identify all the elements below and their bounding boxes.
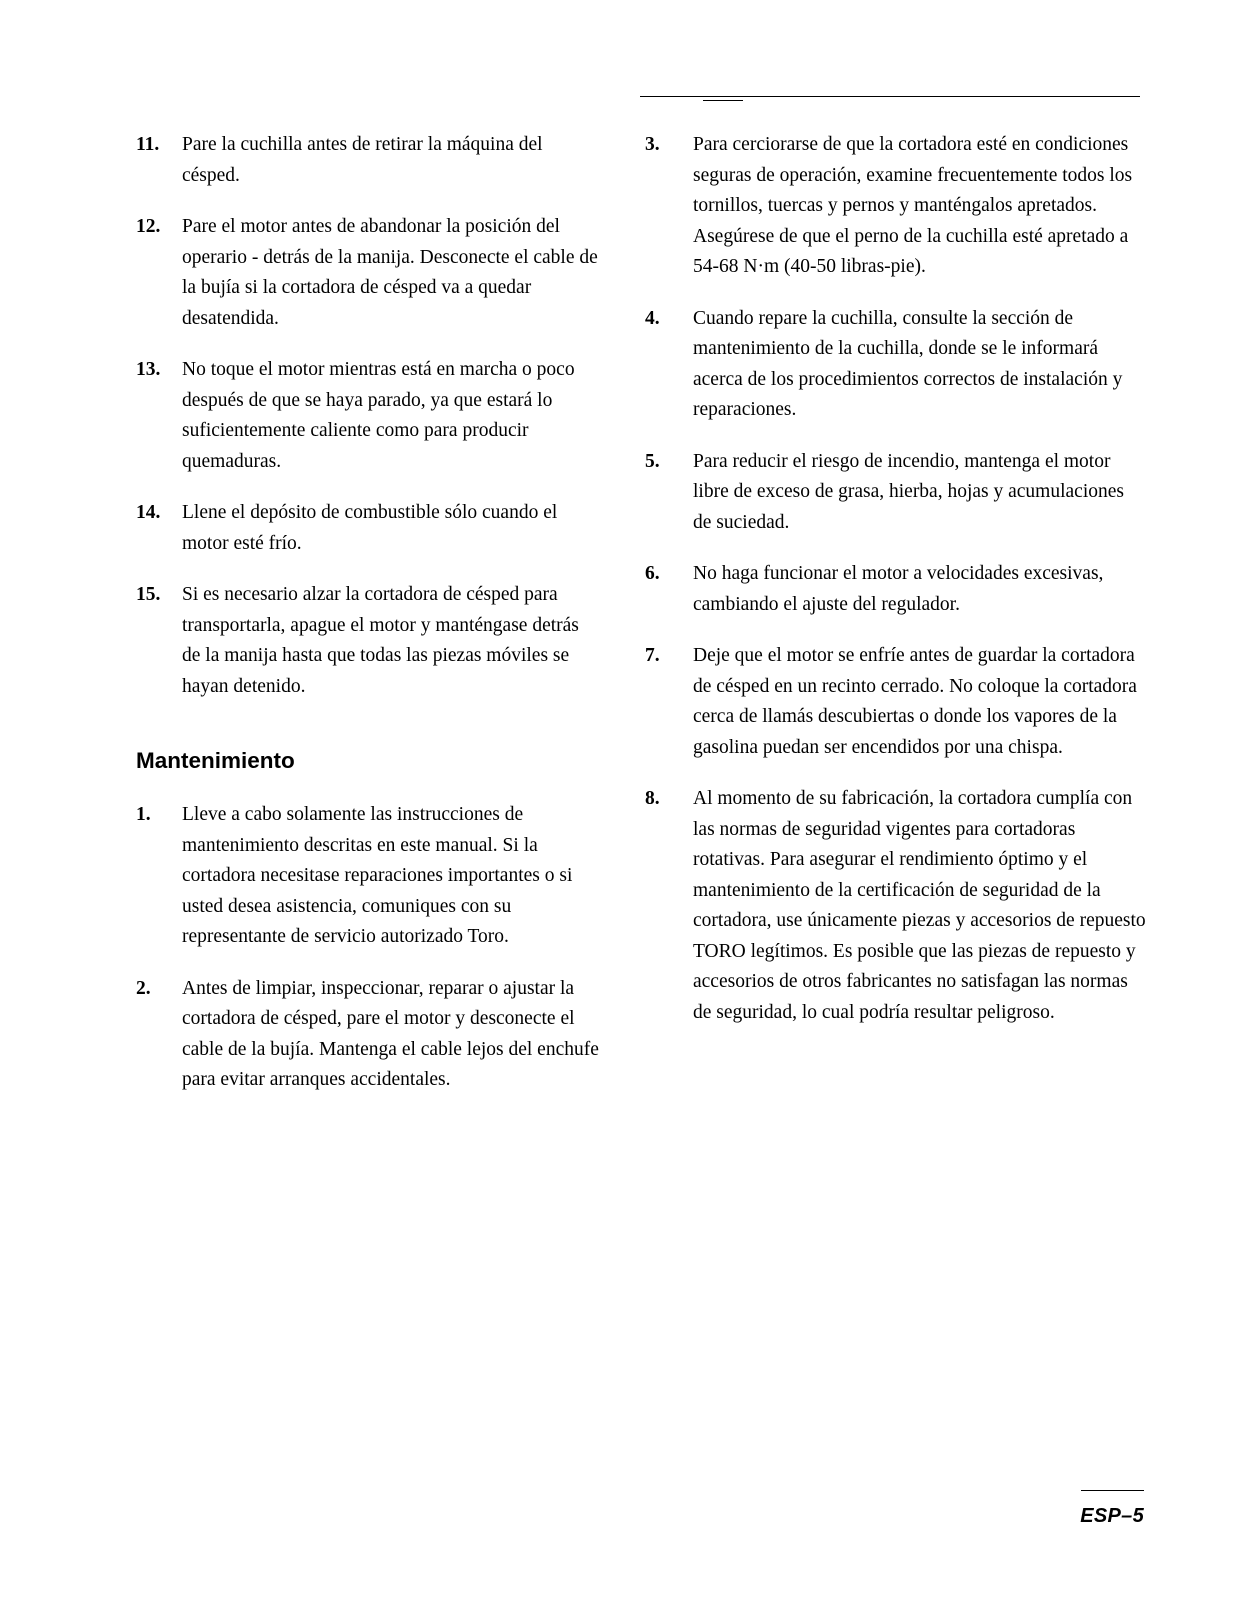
list-item-number: 15. — [136, 584, 161, 605]
right-column — [620, 130, 1237, 1049]
list-item-text: Pare la cuchilla antes de retirar la máquina del césped. — [182, 134, 543, 186]
list-item-number: 4. — [645, 307, 660, 329]
list-item — [136, 355, 600, 477]
list-item-text: Pare el motor antes de abandonar la posición del operario - detrás de la manija. Desconecte el cable de la bujía si la cortadora de césped va a quedar desatendida. — [182, 216, 598, 329]
list-item-text: Para reducir el riesgo de incendio, mantenga el motor libre de exceso de grasa, hierba, hojas y acumulaciones de suciedad. — [693, 450, 1124, 533]
list-item — [645, 641, 1147, 763]
list-item — [136, 130, 600, 191]
list-item-number: 7. — [645, 645, 660, 666]
header-divider — [640, 96, 1140, 97]
list-item-number: 8. — [645, 788, 660, 809]
list-item-number: 14. — [136, 502, 161, 523]
list-item-number: 13. — [136, 359, 161, 380]
list-item-text: Cuando repare la cuchilla, consulte la sección de mantenimiento de la cuchilla, donde se le informará acerca de los procedimientos correctos de instalación y reparaciones. — [693, 307, 1123, 420]
list-item-number: 6. — [645, 563, 660, 584]
list-item — [136, 580, 600, 702]
list-item-number: 12. — [136, 216, 161, 237]
header-divider-tick — [703, 100, 743, 101]
list-item — [645, 784, 1147, 1028]
list-item — [645, 304, 1147, 426]
list-item — [136, 498, 600, 559]
list-item-text: Antes de limpiar, inspeccionar, reparar o ajustar la cortadora de césped, pare el motor y desconecte el cable de la bujía. Mantenga el cable lejos del enchufe para evitar arranques accidentales. — [182, 977, 599, 1090]
list-item-number: 2. — [136, 977, 151, 999]
list-item — [136, 212, 600, 334]
list-item — [645, 559, 1147, 620]
list-item-text: No toque el motor mientras está en marcha o poco después de que se haya parado, ya que estará lo suficientemente caliente como para producir quemaduras. — [182, 359, 575, 472]
list-item — [136, 974, 600, 1096]
list-item-number: 3. — [645, 134, 660, 155]
list-item-text: Al momento de su fabricación, la cortadora cumplía con las normas de seguridad vigentes para cortadoras rotativas. Para asegurar el rendimiento óptimo y el mantenimiento de la certificación de seguridad de la cortadora, use únicamente piezas y accesorios de repuesto TORO legítimos. Es posible que las piezas de repuesto y accesorios de otros fabricantes no satisfagan las normas de seguridad, lo cual podría resultar peligroso. — [693, 788, 1146, 1023]
list-item-text: Lleve a cabo solamente las instrucciones de mantenimiento descritas en este manual. Si la cortadora necesitase reparaciones importantes o si usted desea asistencia, comuniques con su representante de servicio autorizado Toro. — [182, 804, 573, 947]
list-item-number: 1. — [136, 804, 151, 825]
list-item — [645, 130, 1147, 283]
list-item-text: Para cerciorarse de que la cortadora esté en condiciones seguras de operación, examine frecuentemente todos los tornillos, tuercas y pernos y manténgalos apretados. Asegúrese de que el perno de la cuchilla esté apretado a 54-68 N·m (40-50 libras-pie). — [693, 134, 1133, 277]
list-item-text: No haga funcionar el motor a velocidades excesivas, cambiando el ajuste del regulador. — [693, 563, 1104, 615]
list-item-number: 11. — [136, 134, 160, 155]
page-footer — [1080, 1490, 1144, 1528]
section-heading-mantenimiento: Mantenimiento — [136, 748, 295, 773]
page-number: ESP–5 — [1080, 1505, 1144, 1527]
two-column-body — [0, 130, 1237, 1117]
list-item-text: Si es necesario alzar la cortadora de césped para transportarla, apague el motor y manténgase detrás de la manija hasta que todas las piezas móviles se hayan detenido. — [182, 584, 579, 697]
list-item — [645, 447, 1147, 539]
list-item-text: Deje que el motor se enfríe antes de guardar la cortadora de césped en un recinto cerrado. No coloque la cortadora cerca de llamás descubiertas o donde los vapores de la gasolina puedan ser encendidos por una chispa. — [693, 645, 1137, 758]
list-item — [136, 800, 600, 953]
left-column — [0, 130, 620, 1117]
list-item-number: 5. — [645, 450, 660, 472]
footer-divider — [1081, 1490, 1144, 1491]
list-item-text: Llene el depósito de combustible sólo cuando el motor esté frío. — [182, 502, 558, 554]
